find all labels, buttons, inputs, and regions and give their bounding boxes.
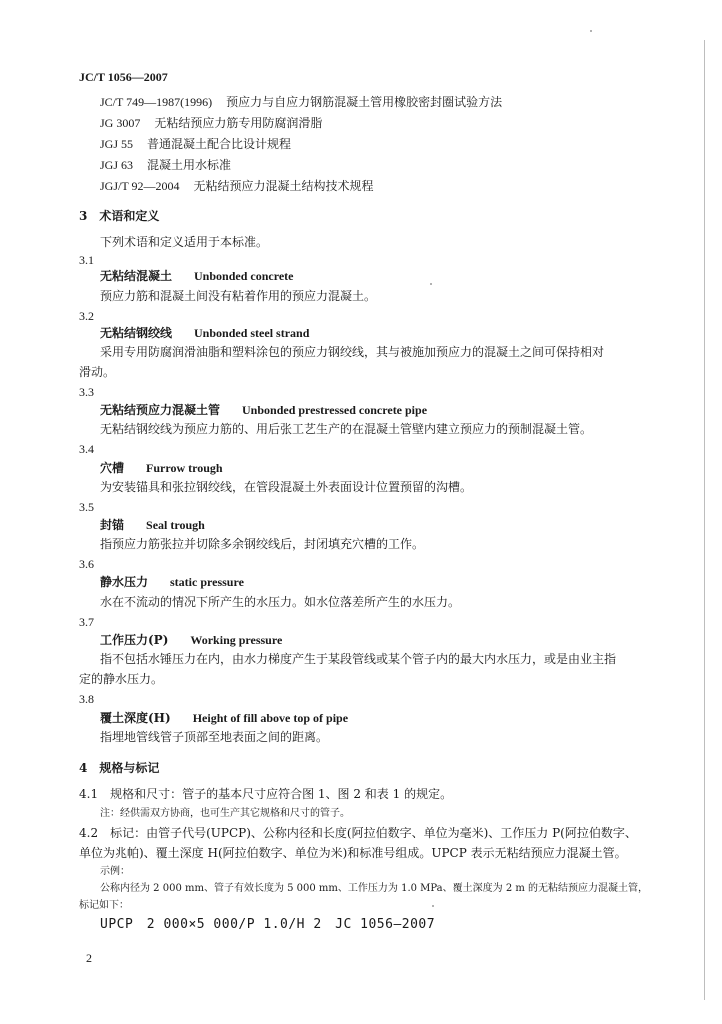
example-label: 示例： [100,866,130,877]
term-chinese: 无粘结混凝土 [100,269,173,283]
term-english: Working pressure [190,633,283,647]
standard-code-header: JC/T 1056—2007 [79,70,168,84]
reference-code: JGJ/T 92—2004 [100,179,180,193]
term-definition: 指不包括水锤压力在内，由水力梯度产生于某段管线或某个管子内的最大内水压力，或是由业主指 [100,652,617,666]
reference-item [100,115,322,131]
term-definition: 指预应力筋张拉并切除多余钢绞线后，封闭填充穴槽的工作。 [100,537,425,551]
section-intro: 下列术语和定义适用于本标准。 [100,235,269,249]
term-title [100,632,282,648]
term-definition: 无粘结钢绞线为预应力筋的、用后张工艺生产的在混凝土管壁内建立预应力的预制混凝土管。 [100,422,593,436]
term-chinese: 静水压力 [100,575,149,589]
term-number: 3.7 [79,615,94,629]
term-title [100,574,244,590]
term-definition: 指埋地管线管子顶部至地表面之间的距离。 [100,730,329,744]
page-number: 2 [86,951,92,965]
term-english: Unbonded concrete [194,269,294,283]
scan-speck [430,283,432,285]
term-title [100,710,348,726]
reference-code: JC/T 749—1987(1996) [100,95,213,109]
term-chinese: 无粘结钢绞线 [100,326,173,340]
reference-code: JG 3007 [100,116,141,130]
term-definition: 采用专用防腐润滑油脂和塑料涂包的预应力钢绞线，其与被施加预应力的混凝土之间可保持相对 [100,345,605,359]
reference-item [100,94,502,110]
section-heading: 3 术语和定义 [79,209,160,223]
term-english: Seal trough [146,518,205,532]
term-number: 3.3 [79,385,94,399]
scan-speck [590,30,592,32]
term-number: 3.1 [79,253,94,267]
term-definition-continued: 滑动。 [79,365,116,379]
clause-4-2-continued: 单位为兆帕)、覆土深度 H(阿拉伯数字、单位为米)和标准号组成。UPCP 表示无粘结预应力混凝土管。 [79,846,627,860]
clause-4-1: 4.1 规格和尺寸：管子的基本尺寸应符合图 1、图 2 和表 1 的规定。 [79,787,453,801]
term-number: 3.8 [79,692,94,706]
marking-example: UPCP 2 000×5 000/P 1.0/H 2 JC 1056—2007 [100,917,436,932]
term-number: 3.6 [79,557,94,571]
section-heading: 4 规格与标记 [79,761,160,775]
reference-item [100,178,373,194]
reference-title: 预应力与自应力钢筋混凝土管用橡胶密封圈试验方法 [226,95,503,109]
term-number: 3.4 [79,442,94,456]
term-number: 3.5 [79,500,94,514]
reference-title: 普通混凝土配合比设计规程 [147,137,292,151]
term-english: Height of fill above top of pipe [192,711,349,725]
example-text-continued: 标记如下： [79,900,129,911]
term-chinese: 覆土深度(H) [100,711,171,725]
reference-code: JGJ 63 [100,158,134,172]
reference-title: 无粘结预应力筋专用防腐润滑脂 [154,116,323,130]
term-title [100,325,309,341]
term-chinese: 穴槽 [100,461,125,475]
scan-edge-line [704,40,705,1000]
term-chinese: 工作压力(P) [100,633,169,647]
term-definition: 为安装锚具和张拉钢绞线，在管段混凝土外表面设计位置预留的沟槽。 [100,480,473,494]
term-chinese: 无粘结预应力混凝土管 [100,403,221,417]
reference-title: 混凝土用水标准 [147,158,232,172]
term-title [100,517,205,533]
reference-item [100,157,231,173]
term-definition: 预应力筋和混凝土间没有粘着作用的预应力混凝土。 [100,289,377,303]
term-title [100,268,293,284]
reference-code: JGJ 55 [100,137,134,151]
term-title [100,460,223,476]
example-text: 公称内径为 2 000 mm、管子有效长度为 5 000 mm、工作压力为 1.0 MPa、覆土深度为 2 m 的无粘结预应力混凝土管， [100,883,649,894]
term-english: Unbonded prestressed concrete pipe [242,403,428,417]
term-definition: 水在不流动的情况下所产生的水压力。如水位落差所产生的水压力。 [100,595,461,609]
clause-note: 注：经供需双方协商，也可生产其它规格和尺寸的管子。 [100,808,350,819]
term-english: Furrow trough [146,461,223,475]
term-chinese: 封锚 [100,518,125,532]
reference-title: 无粘结预应力混凝土结构技术规程 [193,179,374,193]
term-title [100,402,427,418]
term-english: static pressure [170,575,244,589]
term-english: Unbonded steel strand [194,326,310,340]
reference-item [100,136,291,152]
clause-4-2: 4.2 标记：由管子代号(UPCP)、公称内径和长度(阿拉伯数字、单位为毫米)、工作压力 P(阿拉伯数字、 [79,826,637,840]
term-number: 3.2 [79,309,94,323]
scan-speck [432,905,434,907]
term-definition-continued: 定的静水压力。 [79,672,164,686]
